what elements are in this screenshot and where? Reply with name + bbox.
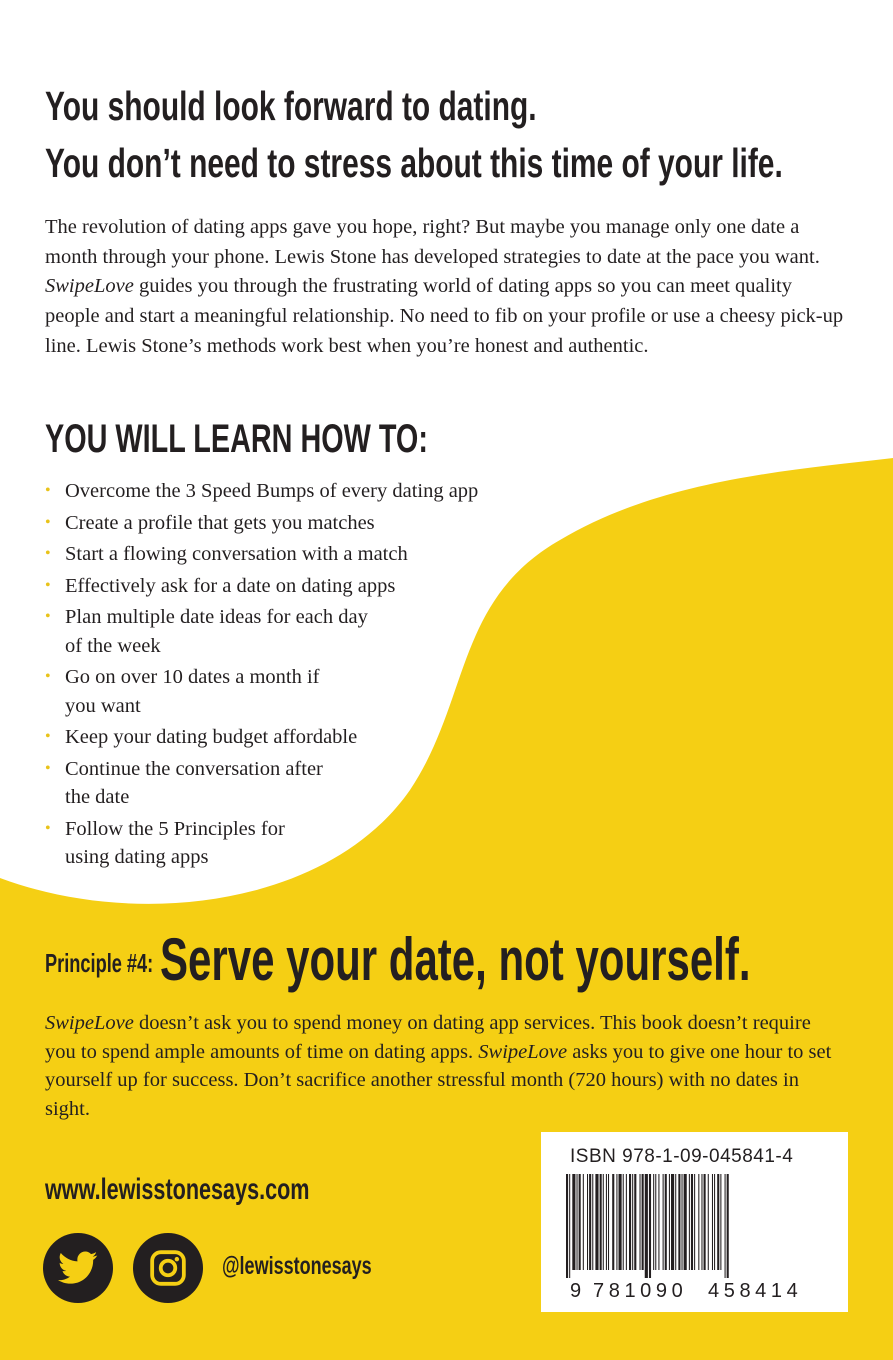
barcode-bar	[616, 1174, 617, 1270]
list-item-text: Follow the 5 Principles for	[65, 817, 285, 840]
isbn-label: ISBN 978-1-09-045841-4	[570, 1146, 794, 1167]
barcode-bar	[669, 1174, 670, 1270]
barcode-bar	[572, 1174, 575, 1270]
barcode-bar	[663, 1174, 664, 1270]
barcode-bar	[608, 1174, 609, 1270]
barcode-bar	[725, 1174, 726, 1278]
barcode-bar	[675, 1174, 676, 1270]
barcode-bar	[649, 1174, 651, 1278]
barcode-bar	[671, 1174, 674, 1270]
barcode-bar	[612, 1174, 614, 1270]
list-item-text: Plan multiple date ideas for each day	[65, 606, 368, 628]
list-item	[45, 477, 478, 506]
bullet-icon: •	[45, 608, 51, 625]
intro-book-title: SwipeLove	[45, 275, 134, 298]
barcode-bar	[712, 1174, 713, 1270]
barcode-bar	[642, 1174, 644, 1270]
list-item	[45, 540, 478, 569]
headline-line-2: You don’t need to stress about this time of your life.	[45, 140, 783, 186]
intro-text-1: The revolution of dating apps gave you hope, right? But maybe you manage only one date a month through your phone. Lewis Stone has developed strategies to date at the pace you want.	[45, 216, 820, 268]
bullet-icon: •	[45, 576, 51, 594]
list-item-text: Keep your dating budget affordable	[65, 726, 358, 748]
barcode-bar	[678, 1174, 680, 1270]
barcode-bar	[720, 1174, 721, 1270]
barcode-digits-right: 458414	[708, 1280, 803, 1302]
list-item-text: Continue the conversation after	[65, 757, 323, 780]
closing-text-1: doesn’t ask you to spend money on dating app services. This book doesn’t require you to spend ample amounts of time on dating apps.	[45, 1012, 811, 1063]
instagram-camera-icon	[149, 1249, 187, 1287]
list-item	[45, 572, 478, 601]
barcode-bar	[589, 1174, 591, 1270]
barcode-bar	[653, 1174, 654, 1270]
list-item-text: Start a flowing conversation with a match	[65, 543, 408, 565]
intro-text-2: guides you through the frustrating world of dating apps so you can meet quality people and start a meaningful relationship. No need to fib on your profile or use a cheesy pick-up line. Lewis Stone’s methods work best when you’re honest and authentic.	[45, 275, 844, 357]
principle-text: Serve your date, not yourself.	[160, 926, 751, 993]
barcode-bar	[717, 1174, 719, 1270]
barcode-bar	[579, 1174, 581, 1270]
bullet-icon: •	[45, 545, 51, 562]
barcode-bar	[645, 1174, 648, 1278]
bullet-icon: •	[45, 819, 51, 837]
barcode-bar	[665, 1174, 667, 1270]
barcode-bar	[583, 1174, 584, 1270]
website-link[interactable]: www.lewisstonesays.com	[45, 1173, 310, 1206]
barcode-bar	[655, 1174, 656, 1270]
intro-paragraph	[45, 213, 845, 362]
barcode-bar	[704, 1174, 706, 1270]
instagram-icon[interactable]	[133, 1233, 203, 1303]
twitter-bird-icon	[58, 1251, 98, 1285]
bullet-icon: •	[45, 759, 51, 777]
list-item	[45, 755, 478, 812]
learn-section-title: YOU WILL LEARN HOW TO:	[45, 417, 428, 461]
barcode-bar	[619, 1174, 622, 1270]
isbn-barcode	[541, 1132, 848, 1312]
barcode-bar	[634, 1174, 636, 1270]
list-item-text: Effectively ask for a date on dating apps	[65, 574, 396, 597]
bullet-icon: •	[45, 668, 51, 685]
barcode-bar	[658, 1174, 659, 1270]
bullet-icon: •	[45, 482, 51, 499]
barcode-bar	[701, 1174, 702, 1270]
barcode-bar	[577, 1174, 578, 1270]
headline	[45, 78, 783, 192]
barcode-bar	[569, 1174, 570, 1278]
list-item	[45, 663, 478, 720]
barcode-bar	[689, 1174, 690, 1270]
barcode-bar	[691, 1174, 693, 1270]
list-item-text: Go on over 10 dates a month if	[65, 666, 320, 688]
barcode-bar	[626, 1174, 627, 1270]
barcode-bar	[640, 1174, 641, 1270]
list-item	[45, 723, 478, 752]
closing-book-title-1: SwipeLove	[45, 1012, 134, 1034]
list-item	[45, 603, 478, 660]
barcode-bar	[684, 1174, 687, 1270]
twitter-icon[interactable]	[43, 1233, 113, 1303]
list-item-text: Create a profile that gets you matches	[65, 511, 375, 534]
barcode-bar	[592, 1174, 593, 1270]
headline-line-1: You should look forward to dating.	[45, 83, 537, 129]
barcode-bar	[727, 1174, 729, 1278]
barcode-bar	[595, 1174, 598, 1270]
barcode-bar	[694, 1174, 695, 1270]
list-item-text-continued: the date	[65, 786, 130, 808]
list-item-text-continued: using dating apps	[65, 846, 209, 868]
closing-book-title-2: SwipeLove	[478, 1040, 568, 1063]
barcode-bar	[629, 1174, 631, 1270]
bullet-icon: •	[45, 513, 51, 531]
list-item-text: Overcome the 3 Speed Bumps of every dating app	[65, 480, 479, 502]
list-item	[45, 815, 478, 872]
list-item	[45, 509, 478, 538]
barcode-bar	[600, 1174, 602, 1270]
barcode-bar	[698, 1174, 699, 1270]
list-item-text-continued: of the week	[65, 634, 161, 657]
principle-label: Principle #4:	[45, 948, 154, 978]
barcode-digits-left: 781090	[593, 1280, 688, 1302]
barcode-bar	[566, 1174, 568, 1278]
barcode-bar	[606, 1174, 607, 1270]
barcode-bar	[587, 1174, 588, 1270]
barcode-bar	[708, 1174, 709, 1270]
barcode-bar	[682, 1174, 683, 1270]
learn-list	[45, 477, 478, 875]
barcode-digit-first: 9	[570, 1280, 582, 1302]
barcode-bar	[603, 1174, 604, 1270]
barcode-bar	[623, 1174, 624, 1270]
bullet-icon: •	[45, 728, 51, 745]
closing-paragraph	[45, 1009, 845, 1123]
closing-text-2: asks you to give one hour to set yourself up for success. Don’t sacrifice another stressful month (720 hours) with no dates in sight.	[45, 1040, 832, 1120]
barcode-bar	[632, 1174, 633, 1270]
barcode-bars	[565, 1174, 835, 1278]
social-handle[interactable]: @lewisstonesays	[222, 1252, 372, 1280]
list-item-text-continued: you want	[65, 694, 141, 717]
barcode-bar	[714, 1174, 715, 1270]
